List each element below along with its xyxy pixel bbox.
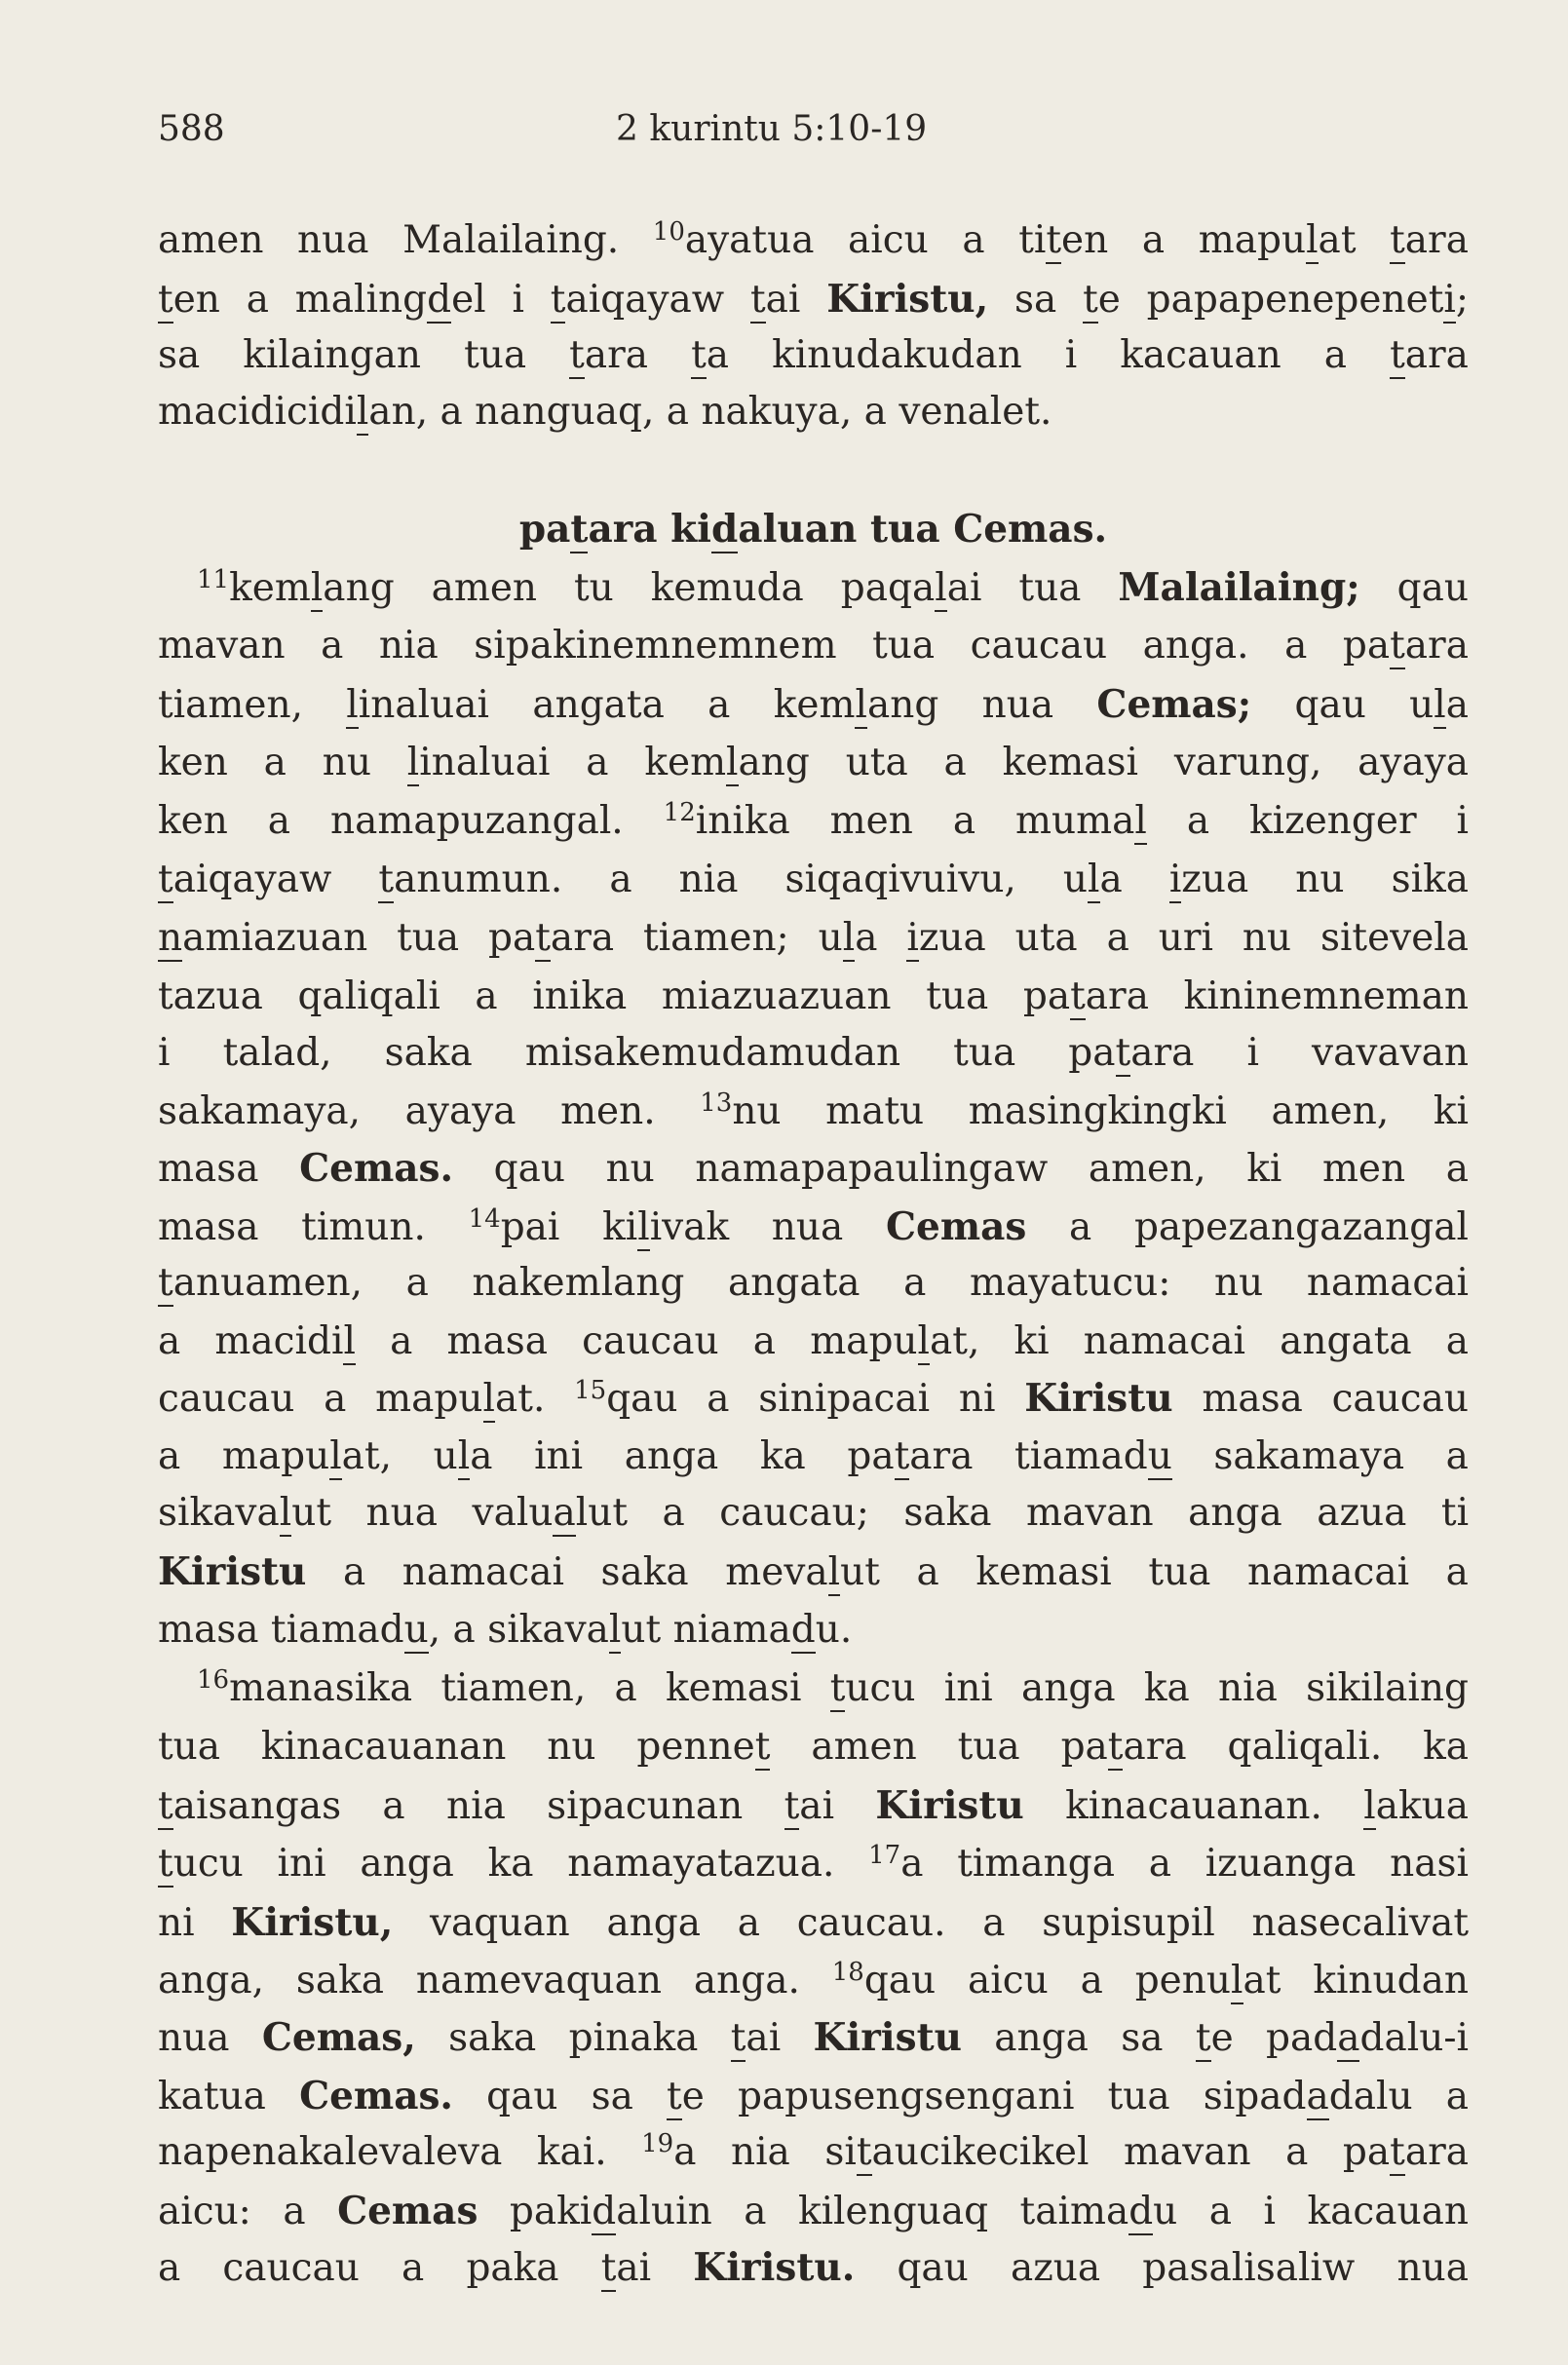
verse-number: 14 (468, 1204, 501, 1234)
verse-number: 10 (652, 217, 685, 247)
text-line: sikavalut nua valualut a caucau; saka mavan anga azua ti (158, 1491, 1470, 1535)
running-head: 2 kurintu 5:10-19 (616, 109, 928, 149)
text-line: a mapulat, ula ini anga ka patara tiamadu sakamaya a (158, 1434, 1469, 1478)
text-line: anga, saka namevaquan anga. $^{18}$qau aicu a penulat kinudan (158, 1958, 1469, 2003)
text-line: ten a malingdel i taiqayaw tai Kiristu, sa te papapenepeneti; (158, 277, 1470, 322)
page-number: 588 (158, 109, 225, 149)
text-line: napenakalevaleva kai. $^{19}$a nia sitaucikecikel mavan a patara (158, 2129, 1470, 2174)
text-line: Kiristu a namacai saka mevalut a kemasi tua namacai a (158, 1549, 1469, 1594)
text-line: macidicidilan, a nanguaq, a nakuya, a venalet. (158, 390, 1052, 434)
verse-number: 15 (574, 1376, 607, 1405)
page-header (158, 109, 1469, 168)
text-line: i talad, saka misakemudamudan tua patara i vavavan (158, 1031, 1470, 1075)
text-line: ni Kiristu, vaquan anga a caucau. a supisupil nasecalivat (158, 1900, 1469, 1945)
verse-number: 17 (868, 1841, 901, 1870)
text-line: ken a namapuzangal. $^{12}$inika men a mumal a kizenger i (158, 798, 1470, 843)
text-line: $^{11}$kemlang amen tu kemuda paqalai tua Malailaing; qau (197, 565, 1469, 610)
text-line: masa tiamadu, a sikavalut niamadu. (158, 1608, 853, 1652)
verse-number: 13 (700, 1088, 733, 1118)
text-line: tiamen, linaluai angata a kemlang nua Cemas; qau ula (158, 682, 1470, 727)
text-line: tua kinacauanan nu pennet amen tua patara qaliqali. ka (158, 1725, 1470, 1769)
text-line: $^{16}$manasika tiamen, a kemasi tucu ini anga ka nia sikilaing (197, 1665, 1469, 1710)
verse-number: 18 (831, 1958, 864, 1987)
text-line: masa Cemas. qau nu namapapaulingaw amen, ki men a (158, 1146, 1469, 1191)
text-line: sa kilaingan tua tara ta kinudakudan i kacauan a tara (158, 333, 1469, 377)
text-line: amen nua Malailaing. $^{10}$ayatua aicu a titen a mapulat tara (158, 217, 1469, 262)
section-heading: patara kidaluan tua Cemas. (518, 507, 1108, 552)
text-line: namiazuan tua patara tiamen; ula izua uta a uri nu sitevela (158, 916, 1470, 960)
text-line: tucu ini anga ka namayatazua. $^{17}$a timanga a izuanga nasi (158, 1841, 1470, 1886)
verse-number: 16 (197, 1665, 230, 1695)
text-line: sakamaya, ayaya men. $^{13}$nu matu masingkingki amen, ki (158, 1088, 1469, 1133)
text-line: ken a nu linaluai a kemlang uta a kemasi varung, ayaya (158, 741, 1469, 784)
text-line: caucau a mapulat. $^{15}$qau a sinipacai ni Kiristu masa caucau (158, 1376, 1470, 1421)
text-line: masa timun. $^{14}$pai kilivak nua Cemas a papezangazangal (158, 1204, 1469, 1249)
text-line: katua Cemas. qau sa te papusengsengani tua sipadadalu a (158, 2074, 1470, 2118)
verse-number: 12 (663, 798, 696, 827)
text-line: tazua qaliqali a inika miazuazuan tua patara kininemneman (158, 974, 1470, 1018)
text-line: tanuamen, a nakemlang angata a mayatucu: nu namacai (158, 1261, 1469, 1305)
text-line: mavan a nia sipakinemnemnem tua caucau anga. a patara (158, 624, 1469, 668)
text-line: taisangas a nia sipacunan tai Kiristu kinacauanan. lakua (158, 1783, 1469, 1828)
text-line: taiqayaw tanumun. a nia siqaqivuivu, ula izua nu sika (158, 858, 1469, 901)
verse-number: 11 (197, 565, 230, 594)
text-line: nua Cemas, saka pinaka tai Kiristu anga sa te padadalu-i (158, 2015, 1469, 2060)
text-line: a caucau a paka tai Kiristu. qau azua pasalisaliw nua (158, 2245, 1469, 2290)
text-line: a macidil a masa caucau a mapulat, ki namacai angata a (158, 1319, 1470, 1363)
text-line: aicu: a Cemas pakidaluin a kilenguaq taimadu a i kacauan (158, 2189, 1469, 2233)
verse-number: 19 (641, 2129, 674, 2158)
